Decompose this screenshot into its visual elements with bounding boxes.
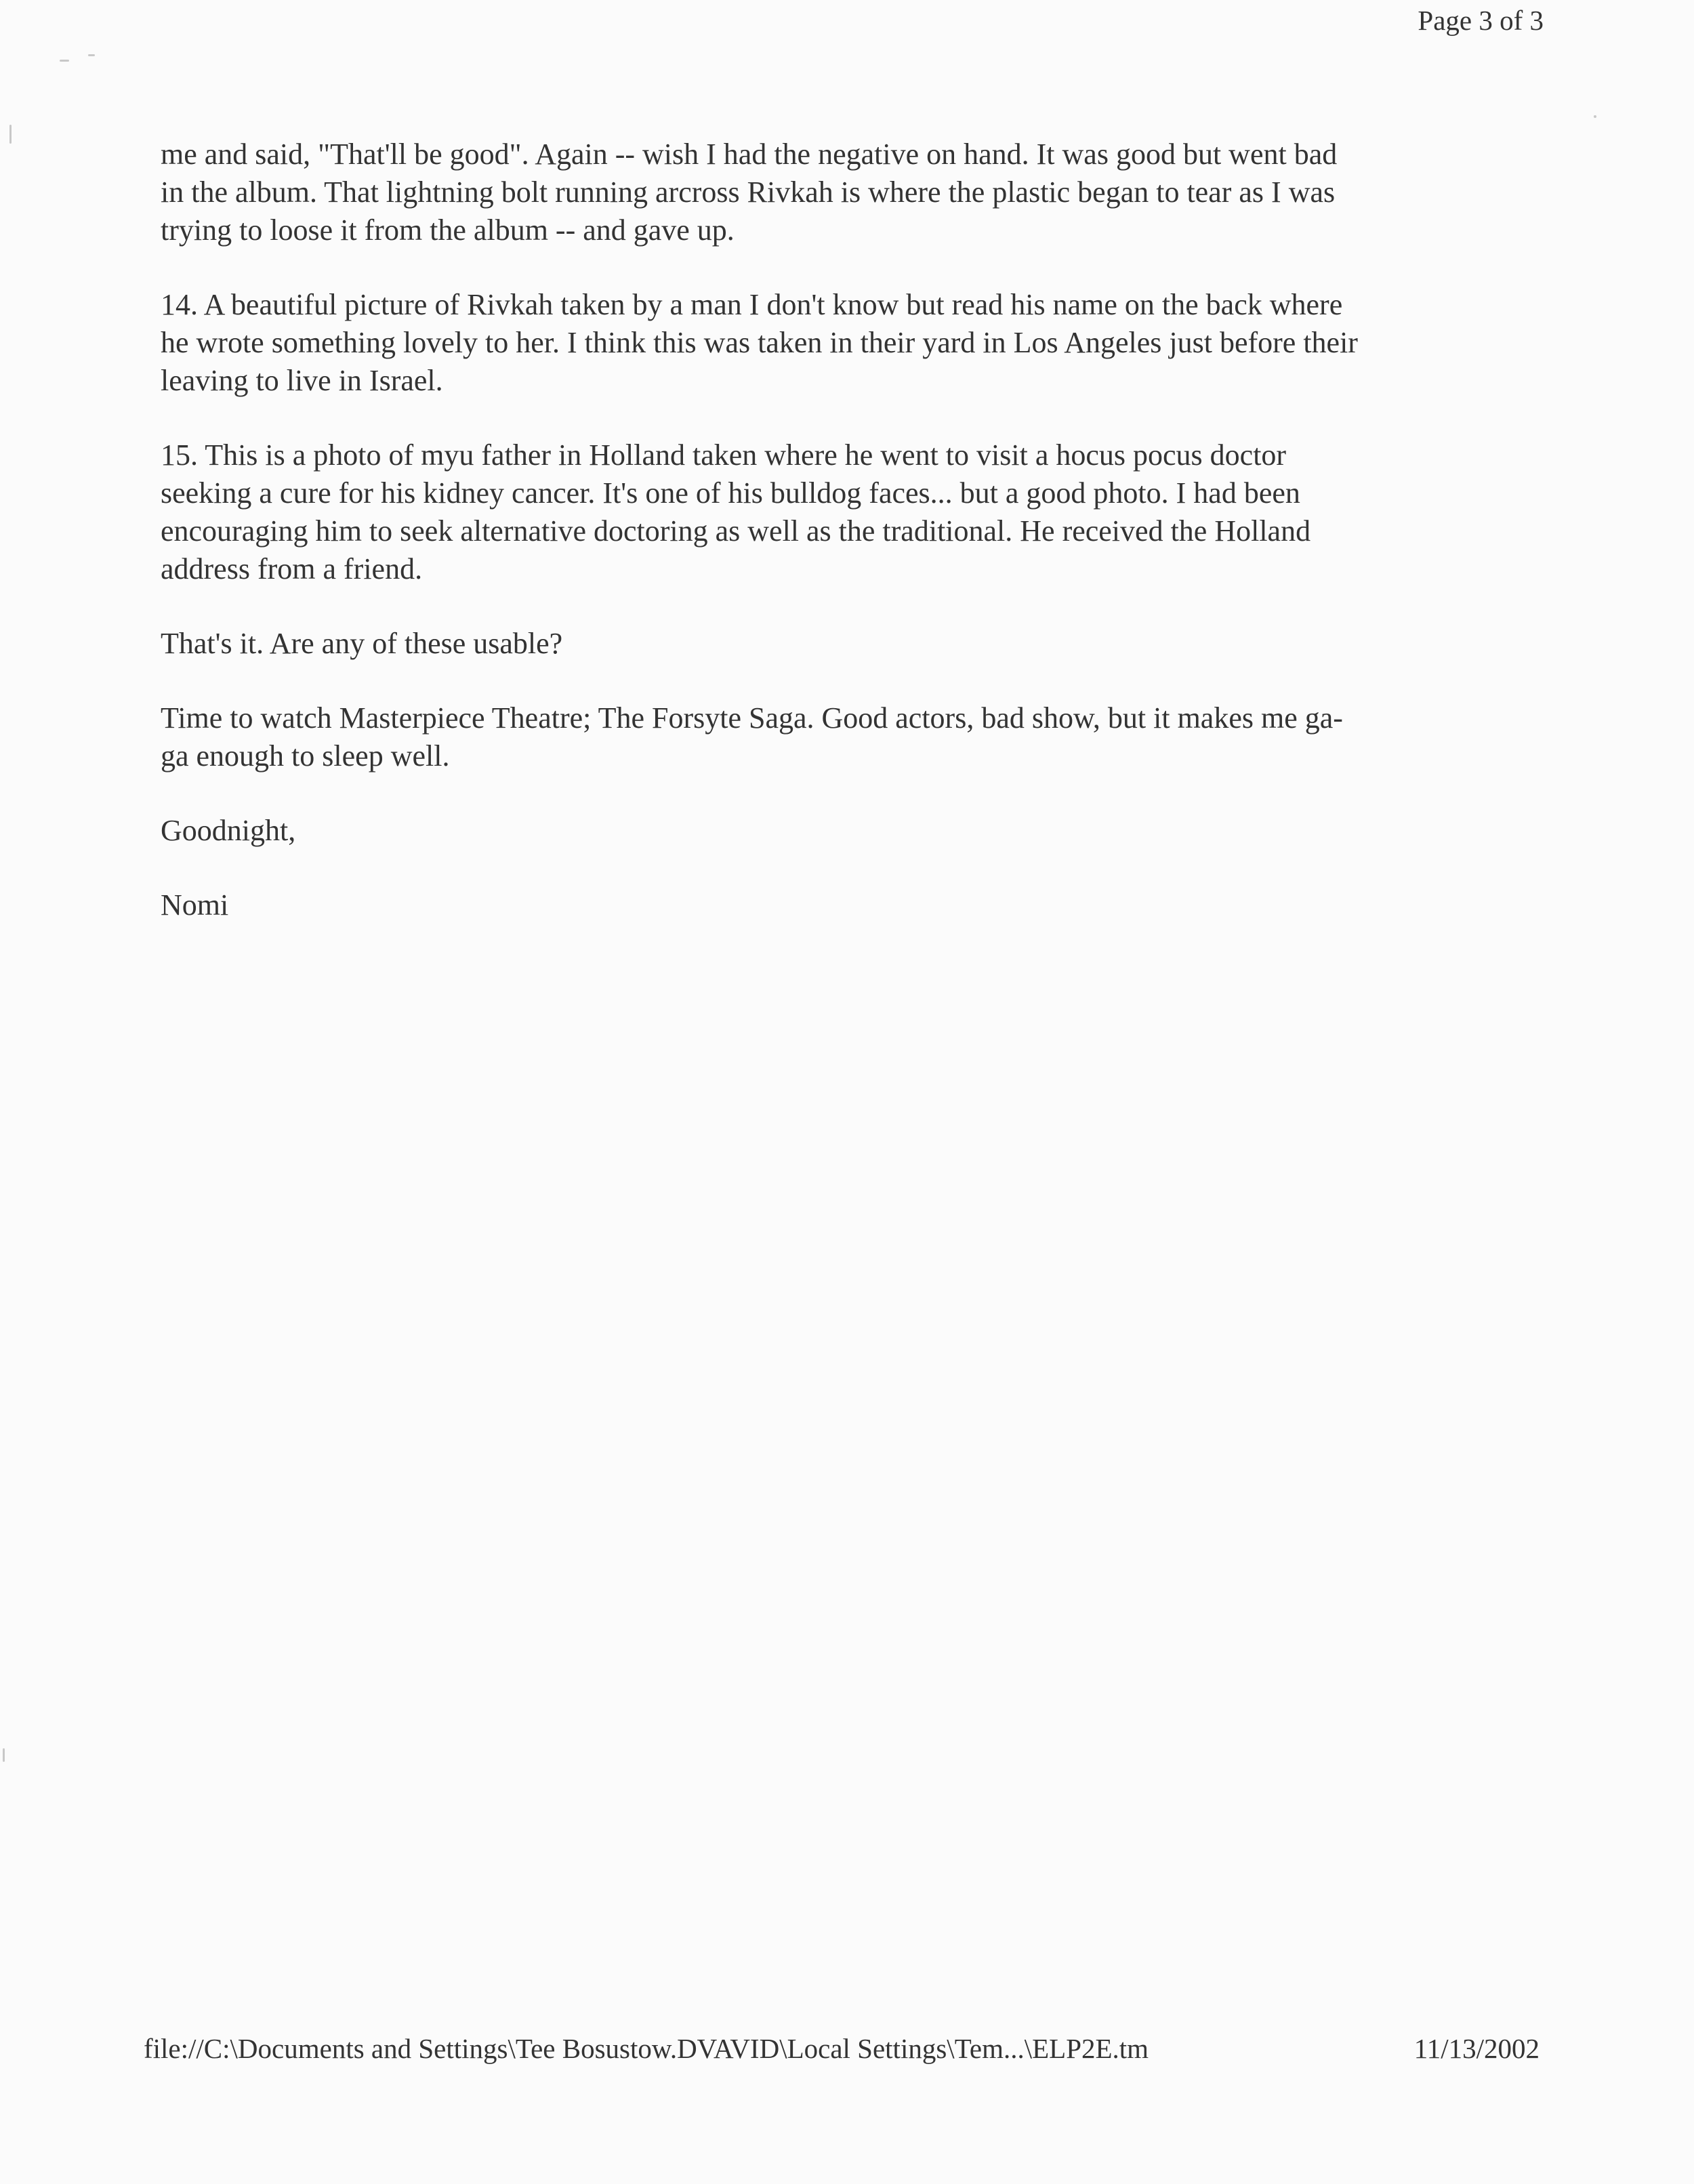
footer-file-path: file://C:\Documents and Settings\Tee Bosustow.DVAVID\Local Settings\Tem...\ELP2E.tm bbox=[144, 2033, 1149, 2064]
text-line: 14. A beautiful picture of Rivkah taken by a man I don't know but read his name on the back where bbox=[161, 288, 1343, 321]
scan-mark bbox=[3, 1748, 5, 1762]
scan-mark bbox=[1594, 115, 1596, 118]
paragraph-closing-remark bbox=[161, 699, 1529, 775]
paragraph-continuation bbox=[161, 136, 1529, 249]
paragraph-question bbox=[161, 625, 1529, 663]
text-line: seeking a cure for his kidney cancer. It's one of his bulldog faces... but a good photo. I had been bbox=[161, 476, 1300, 510]
paragraph-item-14 bbox=[161, 286, 1529, 400]
text-line: ga enough to sleep well. bbox=[161, 739, 450, 772]
letter-body bbox=[161, 136, 1529, 961]
text-line: Nomi bbox=[161, 888, 229, 922]
text-line: Time to watch Masterpiece Theatre; The Forsyte Saga. Good actors, bad show, but it makes me ga- bbox=[161, 701, 1343, 735]
footer-date: 11/13/2002 bbox=[1413, 2033, 1540, 2064]
text-line: Goodnight, bbox=[161, 814, 296, 847]
text-line: trying to loose it from the album -- and gave up. bbox=[161, 213, 735, 247]
text-line: in the album. That lightning bolt running arcross Rivkah is where the plastic began to tear as I was bbox=[161, 176, 1336, 209]
text-line: address from a friend. bbox=[161, 552, 423, 585]
text-line: encouraging him to seek alternative doctoring as well as the traditional. He received the Holland bbox=[161, 514, 1311, 548]
scan-mark bbox=[88, 54, 95, 56]
text-line: leaving to live in Israel. bbox=[161, 364, 443, 397]
text-line: That's it. Are any of these usable? bbox=[161, 627, 563, 660]
scan-mark bbox=[9, 125, 12, 144]
text-line: he wrote something lovely to her. I think this was taken in their yard in Los Angeles just before their bbox=[161, 326, 1358, 359]
signature-name bbox=[161, 886, 1529, 924]
paragraph-item-15 bbox=[161, 436, 1529, 588]
scan-mark bbox=[60, 60, 69, 62]
text-line: 15. This is a photo of myu father in Holland taken where he went to visit a hocus pocus doctor bbox=[161, 438, 1287, 472]
salutation bbox=[161, 812, 1529, 850]
page-number: Page 3 of 3 bbox=[1418, 5, 1544, 36]
text-line: me and said, "That'll be good". Again -- wish I had the negative on hand. It was good but went bad bbox=[161, 138, 1338, 171]
